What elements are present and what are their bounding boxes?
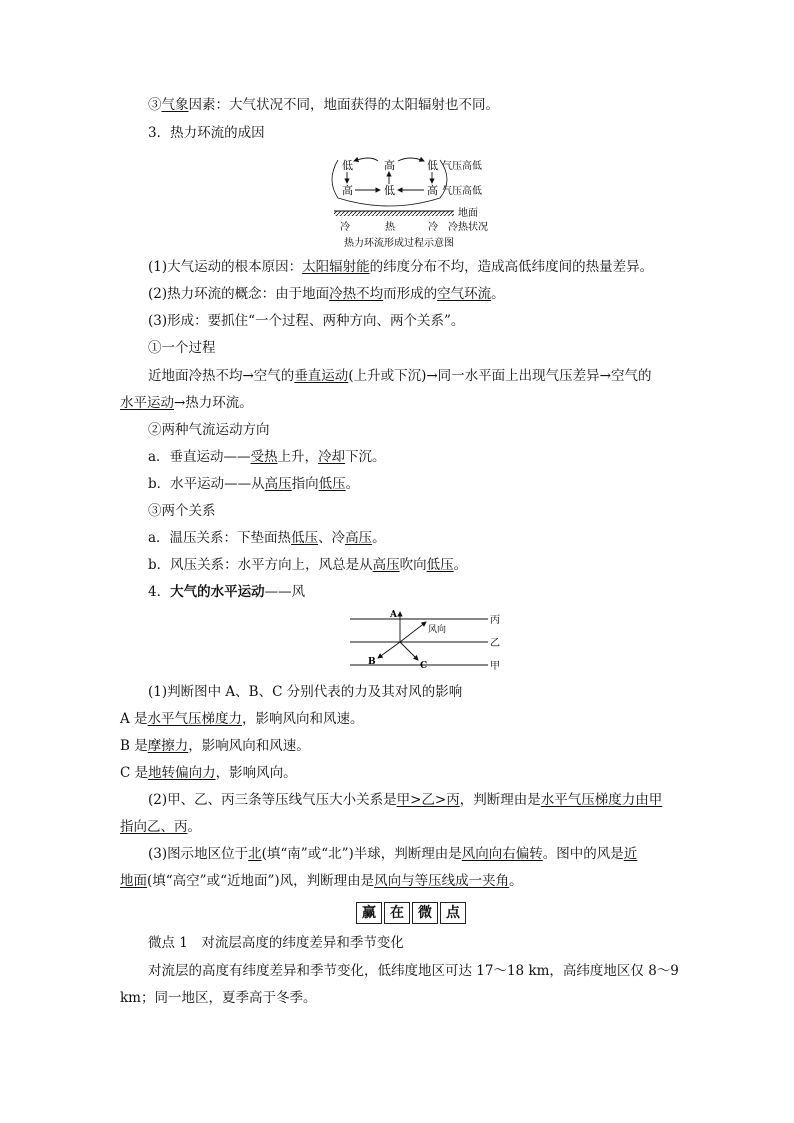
micro-point-1-line-2: km；同一地区，夏季高于冬季。 [120, 990, 317, 1006]
d1-caption: 热力环流形成过程示意图 [344, 238, 454, 249]
d1-cold-left: 冷 [340, 222, 350, 233]
force-b-line: B 是摩擦力，影响风向和风速。 [120, 738, 310, 754]
isobar-bing-label: 丙 [490, 615, 500, 626]
banner-char-3: 微 [412, 902, 438, 924]
wind-direction-label: 风向 [428, 625, 447, 635]
d1-cold-right: 冷 [428, 222, 438, 233]
question-1-line: (1)判断图中 A、B、C 分别代表的力及其对风的影响 [148, 684, 463, 700]
temp-pressure-line: a．温压关系：下垫面热低压、冷高压。 [148, 530, 386, 546]
banner-char-4: 点 [440, 902, 466, 924]
two-directions-heading: ②两种气流运动方向 [148, 422, 270, 438]
vertical-motion-line: a．垂直运动——受热上升，冷却下沉。 [148, 449, 386, 465]
micro-point-1-heading: 微点 1 对流层高度的纬度差异和季节变化 [148, 935, 404, 951]
d1-bot-label: 气压高低 [442, 186, 482, 197]
root-cause-line: (1)大气运动的根本原因：太阳辐射能的纬度分布不均，造成高低纬度间的热量差异。 [148, 259, 654, 275]
force-a-label: A [390, 610, 397, 620]
force-a-line: A 是水平气压梯度力，影响风向和风速。 [120, 711, 364, 727]
d1-top-left: 低 [342, 159, 353, 172]
wind-pressure-line: b．风压关系：水平方向上，风总是从高压吹向低压。 [148, 557, 468, 573]
force-c-line: C 是地转偏向力，影响风向。 [120, 765, 297, 781]
isobar-yi-label: 乙 [490, 638, 500, 649]
micro-point-1-line-1: 对流层的高度有纬度差异和季节变化，低纬度地区可达 17～18 km，高纬度地区仅 8～9 [148, 963, 679, 979]
force-b-label: B [368, 657, 376, 667]
question-3-line-2: 地面(填“高空”或“近地面”)风，判断理由是风向与等压线成一夹角。 [120, 873, 523, 889]
question-2-line-1: (2)甲、乙、丙三条等压线气压大小关系是甲>乙>丙，判断理由是水平气压梯度力由甲 [148, 792, 663, 808]
section-3-heading: 3．热力环流的成因 [148, 125, 265, 141]
d1-top-mid: 高 [384, 159, 395, 172]
horizontal-motion-line: b．水平运动——从高压指向低压。 [148, 476, 360, 492]
one-process-heading: ①一个过程 [148, 340, 216, 356]
concept-line: (2)热力环流的概念：由于地面冷热不均而形成的空气环流。 [148, 286, 505, 302]
d1-state-label: 冷热状况 [448, 222, 488, 233]
factor-weather-line: ③气象因素：大气状况不同，地面获得的太阳辐射也不同。 [148, 97, 499, 113]
d1-top-label: 气压高低 [442, 161, 482, 172]
force-c-label: C [420, 661, 428, 671]
d1-ground-label: 地面 [458, 208, 478, 219]
process-line-2: 水平运动→热力环流。 [120, 395, 253, 411]
process-line-1: 近地面冷热不均→空气的垂直运动(上升或下沉)→同一水平面上出现气压差异→空气的 [148, 368, 652, 384]
question-3-line-1: (3)图示地区位于北(填“南”或“北”)半球，判断理由是风向向右偏转。图中的风是近 [148, 846, 638, 862]
question-2-line-2: 指向乙、丙。 [120, 819, 201, 835]
two-relations-heading: ③两个关系 [148, 503, 216, 519]
formation-line: (3)形成：要抓住“一个过程、两种方向、两个关系”。 [148, 313, 465, 329]
d1-hot-mid: 热 [385, 222, 395, 233]
banner-char-2: 在 [384, 902, 410, 924]
wind-forces-diagram [348, 604, 508, 672]
banner-char-1: 赢 [356, 902, 382, 924]
section-4-heading: 4．大气的水平运动——风 [148, 584, 306, 600]
d1-bot-mid: 低 [384, 184, 395, 197]
d1-top-right: 低 [427, 159, 438, 172]
d1-bot-left: 高 [342, 184, 353, 197]
d1-bot-right: 高 [427, 184, 438, 197]
isobar-jia-label: 甲 [490, 661, 500, 672]
ying-zai-wei-dian-banner [356, 902, 468, 924]
thermal-circulation-diagram [330, 150, 530, 252]
